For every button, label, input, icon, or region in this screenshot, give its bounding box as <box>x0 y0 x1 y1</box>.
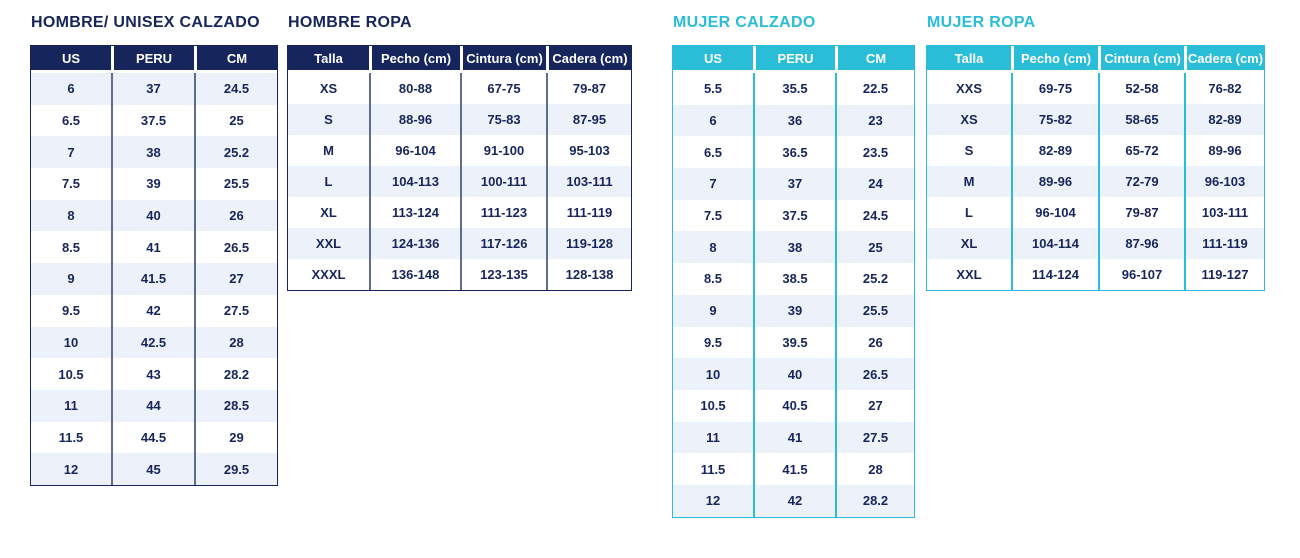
table-cell: XXL <box>288 228 369 259</box>
table-cell: 42.5 <box>111 327 194 359</box>
table-cell: 117-126 <box>460 228 546 259</box>
table-row <box>673 295 914 327</box>
table-row <box>31 73 277 105</box>
table-cell: 26.5 <box>194 231 277 263</box>
table-cell: 44.5 <box>111 422 194 454</box>
table-cell: 9.5 <box>31 295 111 327</box>
table-cell: 12 <box>673 485 753 517</box>
table-cell: 11 <box>31 390 111 422</box>
table-row <box>31 453 277 485</box>
table-cell: 38.5 <box>753 263 835 295</box>
table-row <box>673 231 914 263</box>
table-cell: 95-103 <box>546 135 631 166</box>
table-cell: 39 <box>111 168 194 200</box>
table-row <box>31 263 277 295</box>
header-cell: PERU <box>753 46 835 73</box>
table-cell: 58-65 <box>1098 104 1184 135</box>
table-cell: 5.5 <box>673 73 753 105</box>
table-row <box>673 390 914 422</box>
table-row <box>927 73 1264 104</box>
table-cell: 41.5 <box>753 453 835 485</box>
table-cell: 119-128 <box>546 228 631 259</box>
table-cell: 11.5 <box>31 422 111 454</box>
table-cell: 24.5 <box>835 200 914 232</box>
table-body <box>927 73 1264 290</box>
table-cell: 39 <box>753 295 835 327</box>
table-cell: 41.5 <box>111 263 194 295</box>
table-cell: 96-107 <box>1098 259 1184 290</box>
table-cell: 89-96 <box>1184 135 1264 166</box>
table-cell: 91-100 <box>460 135 546 166</box>
table-cell: 104-114 <box>1011 228 1098 259</box>
table-cell: 82-89 <box>1184 104 1264 135</box>
table-cell: 119-127 <box>1184 259 1264 290</box>
table-title: HOMBRE ROPA <box>288 14 412 31</box>
table-section-hombre-unisex-calzado <box>30 13 276 486</box>
table-cell: L <box>927 197 1011 228</box>
table-cell: 69-75 <box>1011 73 1098 104</box>
table-cell: M <box>927 166 1011 197</box>
table-cell: 27 <box>194 263 277 295</box>
header-cell: US <box>31 46 111 73</box>
table-cell: 41 <box>111 231 194 263</box>
table-row <box>288 135 631 166</box>
table-cell: 10.5 <box>31 358 111 390</box>
table-cell: S <box>927 135 1011 166</box>
table-row <box>288 73 631 104</box>
header-cell: CM <box>835 46 914 73</box>
table-cell: 52-58 <box>1098 73 1184 104</box>
table-cell: 25 <box>194 105 277 137</box>
table-cell: 82-89 <box>1011 135 1098 166</box>
table-row <box>673 422 914 454</box>
table-cell: 11.5 <box>673 453 753 485</box>
table-section-mujer-ropa <box>926 13 1263 291</box>
table-cell: S <box>288 104 369 135</box>
table-row <box>31 358 277 390</box>
header-cell: Talla <box>927 46 1011 73</box>
table-cell: 100-111 <box>460 166 546 197</box>
table-cell: XXL <box>927 259 1011 290</box>
table-title: MUJER ROPA <box>927 14 1036 31</box>
table-cell: 76-82 <box>1184 73 1264 104</box>
table-cell: 25.5 <box>194 168 277 200</box>
table-row <box>673 200 914 232</box>
table-cell: 12 <box>31 453 111 485</box>
table-row <box>31 168 277 200</box>
table-cell: 28.2 <box>194 358 277 390</box>
table-header <box>927 46 1264 73</box>
table-row <box>288 197 631 228</box>
table-cell: 87-95 <box>546 104 631 135</box>
table-cell: 38 <box>111 136 194 168</box>
table-cell: 39.5 <box>753 327 835 359</box>
table-row <box>31 295 277 327</box>
table-cell: 6.5 <box>673 136 753 168</box>
table-cell: 113-124 <box>369 197 460 228</box>
table-cell: 35.5 <box>753 73 835 105</box>
table-cell: 6.5 <box>31 105 111 137</box>
header-cell: Pecho (cm) <box>1011 46 1098 73</box>
table-row <box>31 136 277 168</box>
table-cell: 26 <box>194 200 277 232</box>
table-cell: 7 <box>673 168 753 200</box>
table-cell: 75-83 <box>460 104 546 135</box>
table-row <box>673 327 914 359</box>
table-title: HOMBRE/ UNISEX CALZADO <box>31 14 260 31</box>
table-cell: 65-72 <box>1098 135 1184 166</box>
header-row <box>927 46 1264 73</box>
table-cell: 28 <box>194 327 277 359</box>
table-cell: 96-104 <box>1011 197 1098 228</box>
table-cell: XS <box>927 104 1011 135</box>
table-cell: 103-111 <box>546 166 631 197</box>
table-cell: 29 <box>194 422 277 454</box>
header-cell: Cintura (cm) <box>460 46 546 73</box>
table-cell: 72-79 <box>1098 166 1184 197</box>
size-table-hombre-unisex-calzado <box>30 45 278 486</box>
table-cell: 29.5 <box>194 453 277 485</box>
table-row <box>31 105 277 137</box>
table-cell: 67-75 <box>460 73 546 104</box>
header-cell: Cadera (cm) <box>1184 46 1264 73</box>
table-cell: XXS <box>927 73 1011 104</box>
table-cell: 28 <box>835 453 914 485</box>
table-row <box>927 259 1264 290</box>
table-cell: 27 <box>835 390 914 422</box>
table-row <box>673 73 914 105</box>
table-row <box>673 453 914 485</box>
header-cell: Cadera (cm) <box>546 46 631 73</box>
table-cell: 87-96 <box>1098 228 1184 259</box>
table-section-hombre-ropa <box>287 13 630 291</box>
table-cell: 28.2 <box>835 485 914 517</box>
table-cell: 24.5 <box>194 73 277 105</box>
table-cell: 111-119 <box>1184 228 1264 259</box>
size-table-mujer-calzado <box>672 45 915 518</box>
table-cell: XXXL <box>288 259 369 290</box>
table-cell: 89-96 <box>1011 166 1098 197</box>
table-cell: 11 <box>673 422 753 454</box>
header-row <box>673 46 914 73</box>
table-row <box>927 166 1264 197</box>
header-cell: US <box>673 46 753 73</box>
table-row <box>673 168 914 200</box>
table-cell: 42 <box>111 295 194 327</box>
table-header <box>288 46 631 73</box>
table-row <box>31 200 277 232</box>
table-cell: 22.5 <box>835 73 914 105</box>
table-cell: 27.5 <box>835 422 914 454</box>
table-cell: 10.5 <box>673 390 753 422</box>
table-cell: 80-88 <box>369 73 460 104</box>
table-cell: 43 <box>111 358 194 390</box>
table-cell: 111-123 <box>460 197 546 228</box>
table-cell: 88-96 <box>369 104 460 135</box>
table-cell: 6 <box>31 73 111 105</box>
table-cell: 103-111 <box>1184 197 1264 228</box>
table-row <box>31 390 277 422</box>
table-cell: XL <box>927 228 1011 259</box>
size-table-mujer-ropa <box>926 45 1265 291</box>
table-row <box>673 105 914 137</box>
table-row <box>927 228 1264 259</box>
table-row <box>31 327 277 359</box>
table-cell: 111-119 <box>546 197 631 228</box>
table-cell: 96-104 <box>369 135 460 166</box>
table-cell: 27.5 <box>194 295 277 327</box>
table-cell: 40 <box>111 200 194 232</box>
table-cell: 25.2 <box>194 136 277 168</box>
table-cell: 75-82 <box>1011 104 1098 135</box>
table-cell: 79-87 <box>546 73 631 104</box>
table-row <box>927 135 1264 166</box>
table-cell: XL <box>288 197 369 228</box>
table-cell: 104-113 <box>369 166 460 197</box>
table-cell: 36 <box>753 105 835 137</box>
table-cell: M <box>288 135 369 166</box>
table-row <box>288 259 631 290</box>
table-row <box>927 104 1264 135</box>
table-cell: 128-138 <box>546 259 631 290</box>
table-cell: 7.5 <box>673 200 753 232</box>
table-row <box>673 358 914 390</box>
table-cell: 40.5 <box>753 390 835 422</box>
table-cell: 44 <box>111 390 194 422</box>
header-cell: CM <box>194 46 277 73</box>
table-cell: 38 <box>753 231 835 263</box>
table-section-mujer-calzado <box>672 13 913 518</box>
table-row <box>673 263 914 295</box>
table-cell: 42 <box>753 485 835 517</box>
table-row <box>927 197 1264 228</box>
table-cell: 37 <box>111 73 194 105</box>
table-body <box>288 73 631 290</box>
table-cell: 9 <box>31 263 111 295</box>
table-row <box>288 104 631 135</box>
table-cell: 25 <box>835 231 914 263</box>
table-row <box>673 485 914 517</box>
table-cell: 23.5 <box>835 136 914 168</box>
table-cell: 41 <box>753 422 835 454</box>
table-cell: 9.5 <box>673 327 753 359</box>
table-cell: 8.5 <box>673 263 753 295</box>
size-table-hombre-ropa <box>287 45 632 291</box>
table-body <box>31 73 277 485</box>
table-row <box>31 231 277 263</box>
table-cell: 37 <box>753 168 835 200</box>
table-cell: 123-135 <box>460 259 546 290</box>
table-body <box>673 73 914 517</box>
table-cell: XS <box>288 73 369 104</box>
table-title: MUJER CALZADO <box>673 14 816 31</box>
table-cell: 23 <box>835 105 914 137</box>
table-cell: 124-136 <box>369 228 460 259</box>
table-cell: 26.5 <box>835 358 914 390</box>
table-header <box>31 46 277 73</box>
table-cell: 8.5 <box>31 231 111 263</box>
table-cell: 25.5 <box>835 295 914 327</box>
table-cell: 37.5 <box>111 105 194 137</box>
table-row <box>288 228 631 259</box>
header-row <box>31 46 277 73</box>
table-cell: 8 <box>31 200 111 232</box>
header-cell: Pecho (cm) <box>369 46 460 73</box>
table-header <box>673 46 914 73</box>
table-cell: 114-124 <box>1011 259 1098 290</box>
table-cell: 79-87 <box>1098 197 1184 228</box>
header-cell: PERU <box>111 46 194 73</box>
table-cell: 45 <box>111 453 194 485</box>
table-cell: 8 <box>673 231 753 263</box>
table-cell: 25.2 <box>835 263 914 295</box>
header-cell: Talla <box>288 46 369 73</box>
table-row <box>288 166 631 197</box>
header-cell: Cintura (cm) <box>1098 46 1184 73</box>
table-cell: 28.5 <box>194 390 277 422</box>
table-cell: 10 <box>673 358 753 390</box>
table-cell: 24 <box>835 168 914 200</box>
table-cell: 26 <box>835 327 914 359</box>
table-cell: 6 <box>673 105 753 137</box>
header-row <box>288 46 631 73</box>
table-cell: 7 <box>31 136 111 168</box>
table-cell: 7.5 <box>31 168 111 200</box>
table-row <box>673 136 914 168</box>
table-cell: 9 <box>673 295 753 327</box>
table-cell: L <box>288 166 369 197</box>
table-cell: 10 <box>31 327 111 359</box>
table-row <box>31 422 277 454</box>
table-cell: 136-148 <box>369 259 460 290</box>
table-cell: 96-103 <box>1184 166 1264 197</box>
table-cell: 37.5 <box>753 200 835 232</box>
table-cell: 40 <box>753 358 835 390</box>
table-cell: 36.5 <box>753 136 835 168</box>
